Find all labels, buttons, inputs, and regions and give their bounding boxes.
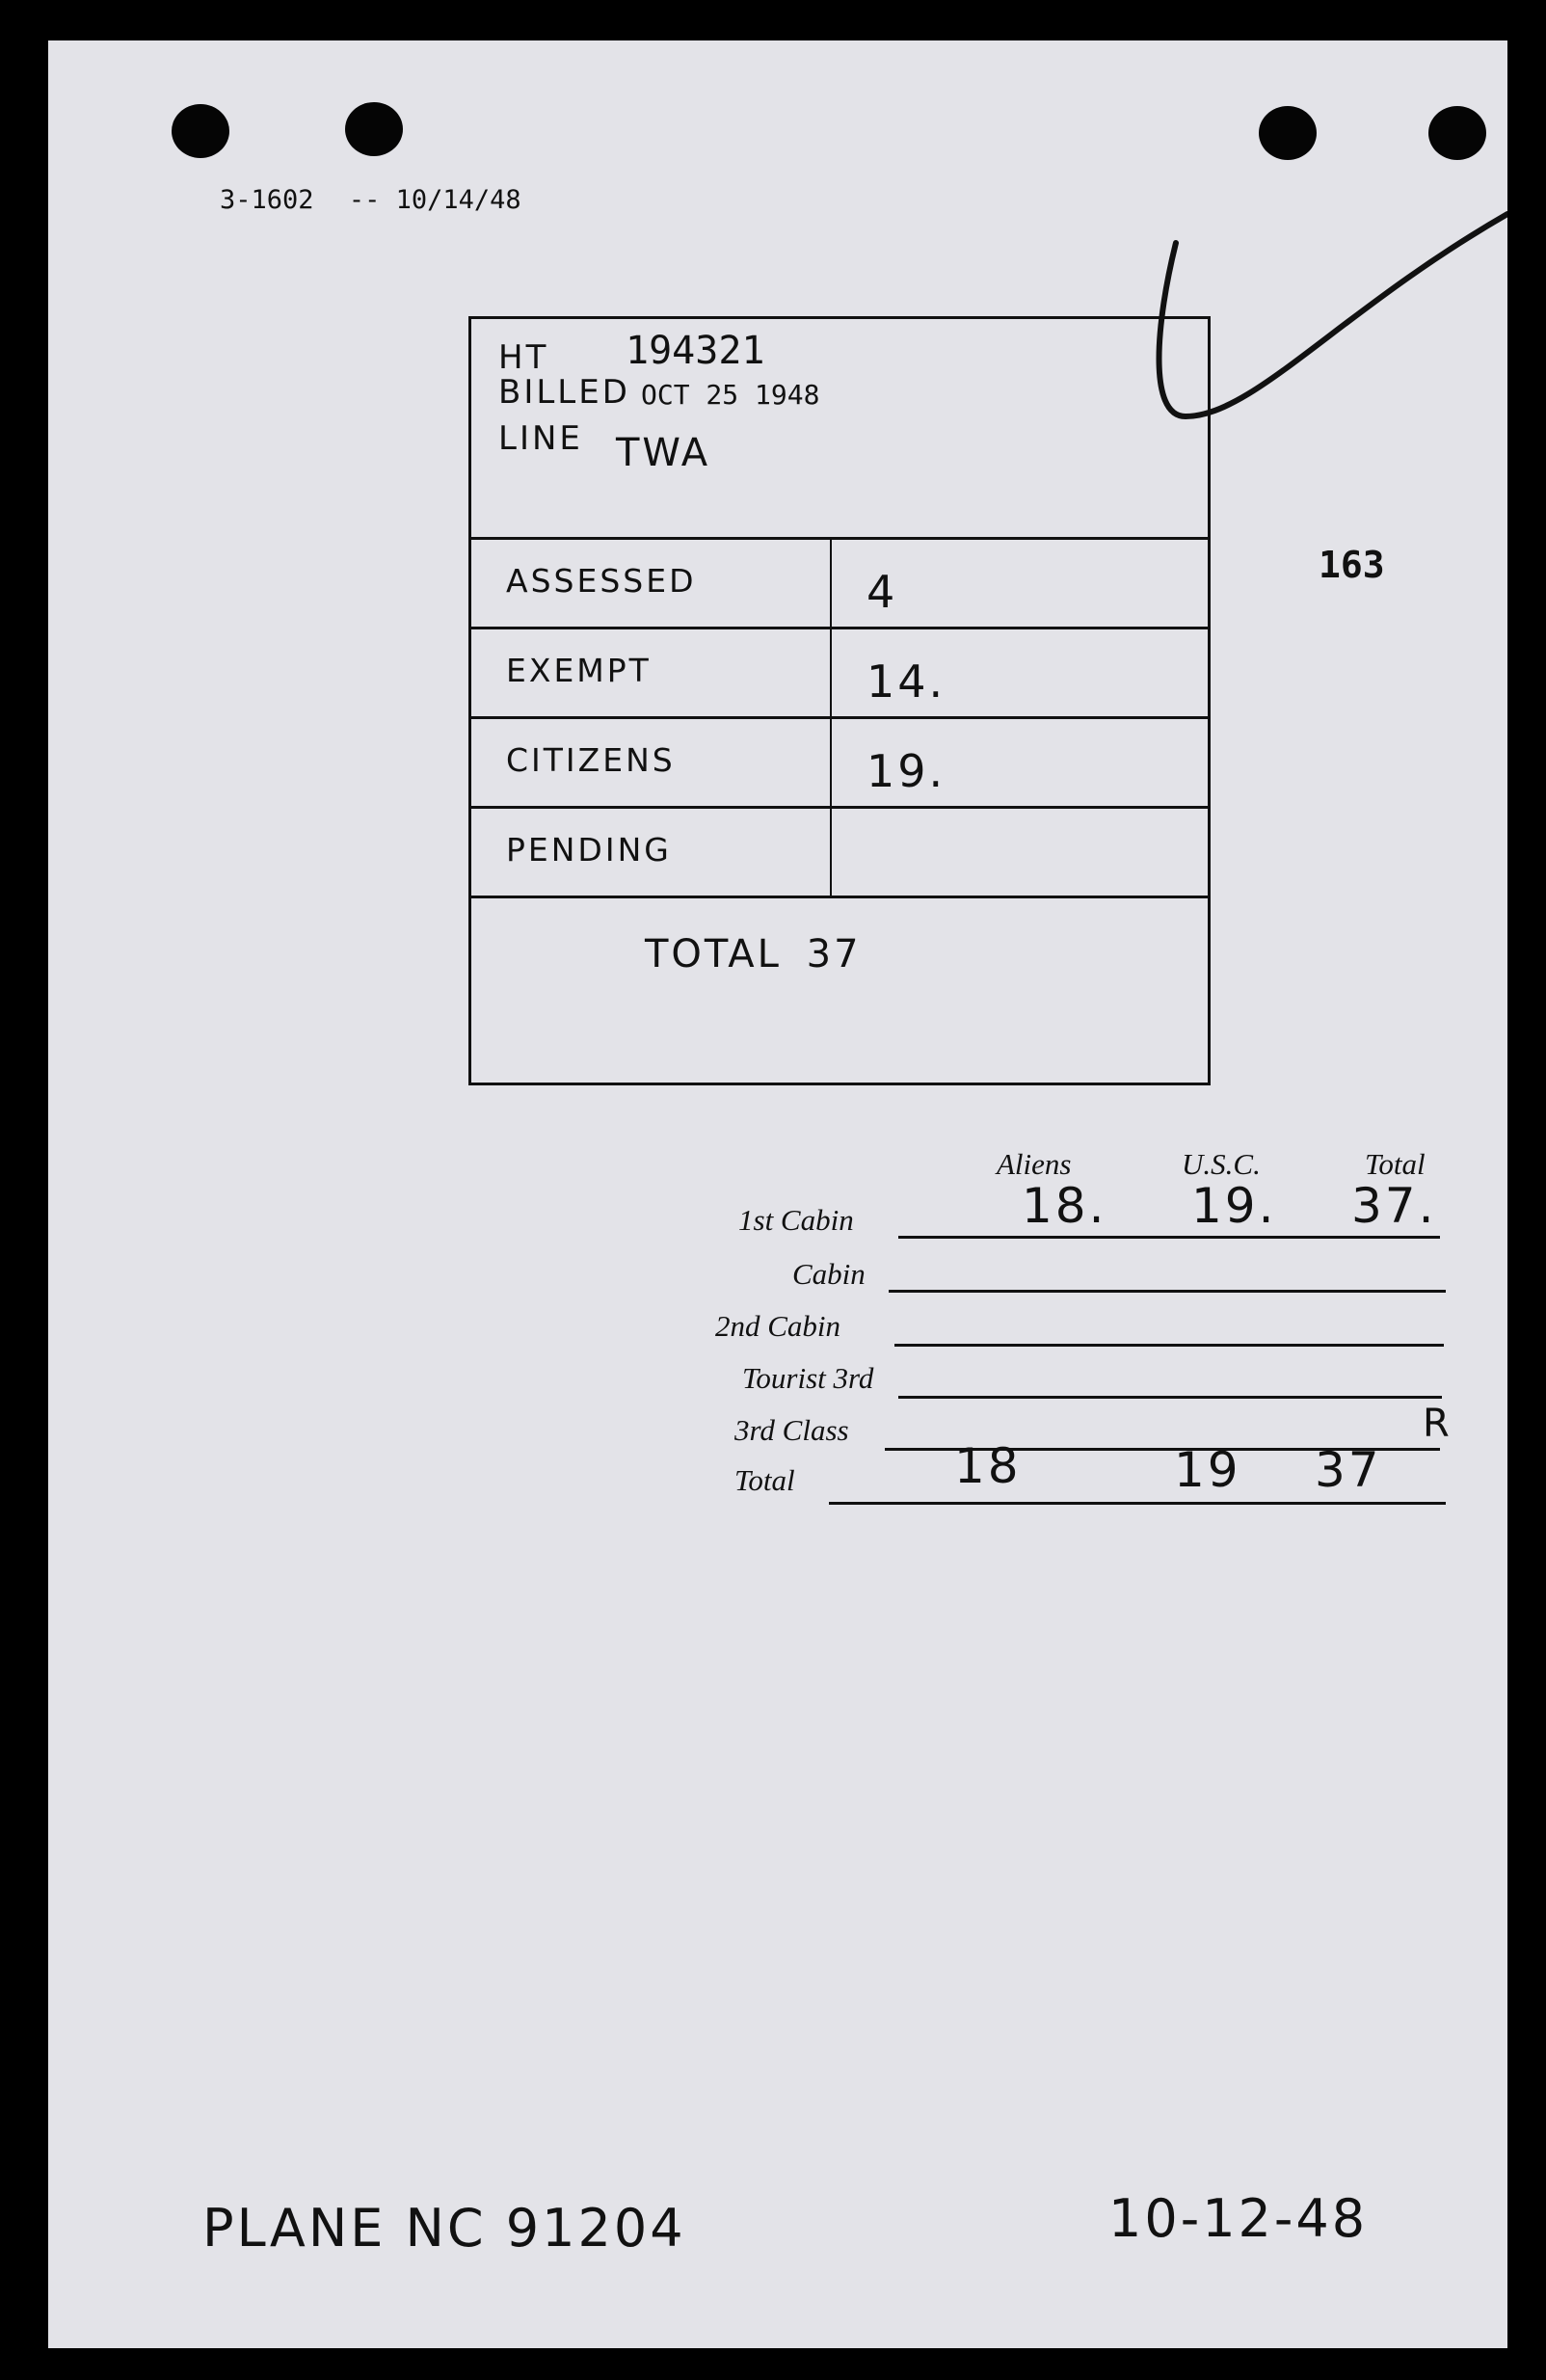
- page-number: 163: [1319, 544, 1385, 586]
- billed-label: BILLED: [498, 373, 630, 412]
- summary-rule: [894, 1344, 1444, 1347]
- punch-hole: [172, 104, 229, 158]
- row-value: 19.: [866, 745, 946, 797]
- punch-hole: [1259, 106, 1317, 160]
- summary-rule: [829, 1502, 1446, 1505]
- row-value: 14.: [866, 655, 946, 708]
- footer-date: 10-12-48: [1108, 2188, 1369, 2249]
- stamp-row-citizens: [471, 716, 1208, 809]
- row-label: ASSESSED: [506, 562, 697, 600]
- document-sheet: [48, 40, 1507, 2348]
- summary-value-aliens: 18: [954, 1438, 1022, 1494]
- summary-row-label: 3rd Class: [734, 1413, 849, 1447]
- column-divider: [830, 537, 832, 896]
- summary-row-label: 1st Cabin: [738, 1203, 854, 1237]
- total-label: TOTAL: [645, 932, 782, 976]
- summary-rule: [898, 1396, 1442, 1399]
- ht-label: HT: [498, 338, 549, 377]
- billed-date: OCT 25 1948: [641, 379, 820, 411]
- plane-number: PLANE NC 91204: [202, 2198, 686, 2259]
- stamp-header: [471, 319, 1208, 540]
- punch-hole: [345, 102, 403, 156]
- check-mark: R: [1423, 1402, 1453, 1446]
- summary-row-label: Cabin: [792, 1257, 866, 1291]
- summary-row-label: Tourist 3rd: [742, 1361, 874, 1395]
- line-label: LINE: [498, 419, 583, 458]
- summary-value-total: 37: [1315, 1442, 1382, 1498]
- summary-rule: [889, 1290, 1446, 1293]
- column-header-total: Total: [1365, 1147, 1426, 1181]
- column-header-aliens: Aliens: [997, 1147, 1072, 1181]
- summary-row-label: Total: [734, 1463, 795, 1497]
- summary-value-total: 37.: [1351, 1178, 1437, 1234]
- total-value: 37: [806, 932, 862, 976]
- file-ref-number: 3-1602: [220, 185, 314, 215]
- row-label: EXEMPT: [506, 652, 652, 689]
- summary-value-usc: 19: [1174, 1442, 1241, 1498]
- ht-number: 194321: [626, 329, 765, 373]
- punch-hole: [1428, 106, 1486, 160]
- stamp-row-pending: [471, 806, 1208, 898]
- file-date: -- 10/14/48: [348, 185, 521, 215]
- summary-value-usc: 19.: [1191, 1178, 1277, 1234]
- row-label: PENDING: [506, 831, 672, 869]
- row-value: 4: [866, 566, 898, 618]
- summary-value-aliens: 18.: [1022, 1178, 1107, 1234]
- row-label: CITIZENS: [506, 741, 676, 779]
- summary-row-label: 2nd Cabin: [715, 1309, 841, 1343]
- column-header-usc: U.S.C.: [1182, 1147, 1261, 1181]
- stamp-row-assessed: [471, 537, 1208, 629]
- billing-stamp-box: [468, 316, 1211, 1085]
- file-reference: [220, 185, 521, 215]
- stamp-row-exempt: [471, 627, 1208, 719]
- summary-rule: [898, 1236, 1440, 1239]
- stamp-total: [645, 932, 862, 976]
- line-value: TWA: [616, 431, 711, 475]
